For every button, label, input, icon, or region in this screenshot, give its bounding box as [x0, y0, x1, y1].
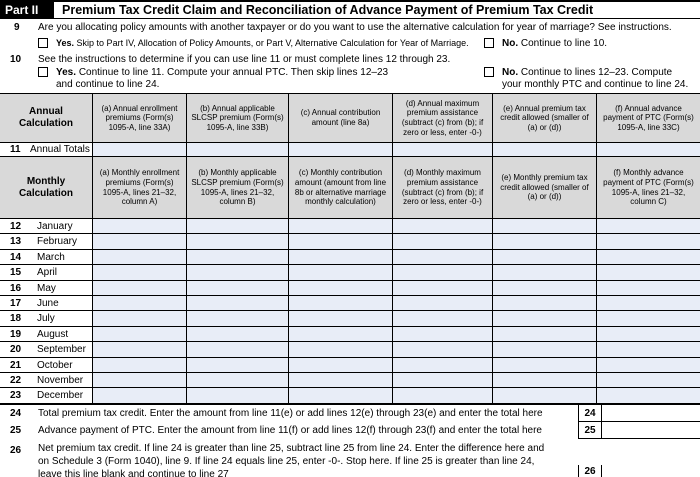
- month-f-input[interactable]: [597, 358, 700, 373]
- month-b-input[interactable]: [187, 250, 289, 265]
- month-name: November: [37, 375, 84, 386]
- month-b-input[interactable]: [187, 311, 289, 326]
- month-a-input[interactable]: [93, 342, 187, 357]
- line-10-no-label: No.: [502, 67, 519, 78]
- month-name: April: [37, 267, 58, 279]
- month-e-input[interactable]: [493, 250, 597, 265]
- month-a-input[interactable]: [93, 265, 187, 280]
- monthly-row-label: [0, 250, 93, 265]
- line-11-number: 11: [10, 144, 21, 155]
- month-name: February: [37, 236, 78, 248]
- month-e-input[interactable]: [493, 358, 597, 373]
- line-11c-input[interactable]: [289, 143, 393, 157]
- month-b-input[interactable]: [187, 388, 289, 403]
- line-11-label-cell: [0, 143, 93, 157]
- annual-calculation-label: Annual Calculation: [0, 94, 93, 143]
- line-10-question: See the instructions to determine if you can use line 11 or must complete lines 12 through 23.: [38, 54, 451, 65]
- line-9-yes-option: [56, 38, 469, 48]
- monthly-row-label: [0, 296, 93, 311]
- month-f-input[interactable]: [597, 311, 700, 326]
- month-f-input[interactable]: [597, 234, 700, 249]
- line-10-yes-checkbox[interactable]: [38, 67, 48, 77]
- line-11e-input[interactable]: [493, 143, 597, 157]
- month-a-input[interactable]: [93, 281, 187, 296]
- line-10-yes-option: [56, 67, 388, 78]
- month-name: December: [37, 390, 84, 402]
- month-e-input[interactable]: [493, 296, 597, 311]
- month-b-input[interactable]: [187, 281, 289, 296]
- line-24-input[interactable]: [602, 405, 700, 422]
- monthly-row-label: [0, 265, 93, 280]
- month-c-input[interactable]: [289, 358, 393, 373]
- month-c-input[interactable]: [289, 342, 393, 357]
- month-c-input[interactable]: [289, 265, 393, 280]
- month-name: August: [37, 328, 69, 340]
- month-b-input[interactable]: [187, 342, 289, 357]
- line-9-no-text: Continue to line 10.: [520, 38, 608, 49]
- month-d-input[interactable]: [393, 296, 493, 311]
- monthly-row-label: [0, 373, 93, 388]
- month-d-input[interactable]: [393, 388, 493, 403]
- month-d-input[interactable]: [393, 311, 493, 326]
- month-name: October: [37, 359, 73, 371]
- line-24-number: 24: [10, 408, 22, 419]
- month-f-input[interactable]: [597, 250, 700, 265]
- month-b-input[interactable]: [187, 358, 289, 373]
- annual-col-b-header: (b) Annual applicable SLCSP premium (Form(s) 1095-A, line 33B): [187, 94, 289, 143]
- month-d-input[interactable]: [393, 265, 493, 280]
- month-a-input[interactable]: [93, 388, 187, 403]
- month-c-input[interactable]: [289, 388, 393, 403]
- month-b-input[interactable]: [187, 219, 289, 234]
- part-tag: Part II: [0, 2, 54, 19]
- month-c-input[interactable]: [289, 327, 393, 342]
- annual-col-c-header: (c) Annual contribution amount (line 8a): [289, 94, 393, 143]
- month-d-input[interactable]: [393, 358, 493, 373]
- month-name: January: [37, 221, 73, 232]
- line-10-number: 10: [10, 54, 22, 65]
- month-d-input[interactable]: [393, 342, 493, 357]
- month-c-input[interactable]: [289, 373, 393, 388]
- annual-col-d-header: (d) Annual maximum premium assistance (subtract (c) from (b); if zero or less, enter -0-): [393, 94, 493, 143]
- month-name: September: [37, 344, 86, 356]
- line-10-no-option: [502, 67, 672, 78]
- month-line-number: 23: [10, 390, 22, 402]
- line-24-box-label: 24: [578, 405, 602, 422]
- month-f-input[interactable]: [597, 219, 700, 234]
- line-25-box-label: 25: [578, 422, 602, 439]
- line-11-label: Annual Totals: [30, 144, 90, 155]
- line-26-box-label: 26: [578, 465, 602, 477]
- month-e-input[interactable]: [493, 327, 597, 342]
- monthly-col-a-header: (a) Monthly enrollment premiums (Form(s) 1095-A, lines 21–32, column A): [93, 157, 187, 219]
- line-26-number: 26: [10, 445, 22, 456]
- month-name: March: [37, 251, 65, 263]
- month-d-input[interactable]: [393, 250, 493, 265]
- monthly-col-d-header: (d) Monthly maximum premium assistance (subtract (c) from (b); if zero or less, enter -0-): [393, 157, 493, 219]
- line-25-input[interactable]: [602, 422, 700, 439]
- month-f-input[interactable]: [597, 373, 700, 388]
- line-25-text: Advance payment of PTC. Enter the amount from line 11(f) or add lines 12(f) through 23(f) and enter the total here: [38, 425, 542, 436]
- month-a-input[interactable]: [93, 296, 187, 311]
- month-e-input[interactable]: [493, 265, 597, 280]
- month-f-input[interactable]: [597, 327, 700, 342]
- month-name: May: [37, 282, 56, 294]
- month-b-input[interactable]: [187, 234, 289, 249]
- month-a-input[interactable]: [93, 327, 187, 342]
- month-e-input[interactable]: [493, 281, 597, 296]
- month-line-number: 12: [10, 221, 22, 232]
- month-c-input[interactable]: [289, 250, 393, 265]
- line-9-yes-text: Skip to Part IV, Allocation of Policy Amounts, or Part V, Alternative Calculation for Year of Marriage.: [76, 38, 469, 48]
- monthly-row-label: [0, 219, 93, 234]
- month-e-input[interactable]: [493, 234, 597, 249]
- annual-col-e-header: (e) Annual premium tax credit allowed (smaller of (a) or (d)): [493, 94, 597, 143]
- line-25-number: 25: [10, 425, 22, 436]
- month-c-input[interactable]: [289, 234, 393, 249]
- line-11f-input[interactable]: [597, 143, 700, 157]
- month-a-input[interactable]: [93, 311, 187, 326]
- monthly-col-e-header: (e) Monthly premium tax credit allowed (smaller of (a) or (d)): [493, 157, 597, 219]
- month-d-input[interactable]: [393, 219, 493, 234]
- month-e-input[interactable]: [493, 388, 597, 403]
- line-9-question: Are you allocating policy amounts with another taxpayer or do you want to use the alternative calculation for year of marriage? See instructions.: [38, 22, 672, 33]
- line-10-yes-text2: and continue to line 24.: [56, 79, 160, 90]
- month-line-number: 14: [10, 251, 22, 263]
- line-11b-input[interactable]: [187, 143, 289, 157]
- monthly-row-label: [0, 388, 93, 403]
- month-e-input[interactable]: [493, 219, 597, 234]
- annual-col-a-header: (a) Annual enrollment premiums (Form(s) 1095-A, line 33A): [93, 94, 187, 143]
- line-11d-input[interactable]: [393, 143, 493, 157]
- month-f-input[interactable]: [597, 296, 700, 311]
- line-10-no-checkbox[interactable]: [484, 67, 494, 77]
- monthly-row-label: [0, 358, 93, 373]
- monthly-row-label: [0, 311, 93, 326]
- monthly-row-label: [0, 281, 93, 296]
- month-line-number: 22: [10, 375, 22, 386]
- line-9-yes-checkbox[interactable]: [38, 38, 48, 48]
- month-a-input[interactable]: [93, 358, 187, 373]
- month-e-input[interactable]: [493, 311, 597, 326]
- line-26-text-2: on Schedule 3 (Form 1040), line 9. If line 24 equals line 25, enter -0-. Stop here. If line 25 is greater than line 24,: [38, 456, 535, 467]
- line-9-yes-label: Yes.: [56, 38, 75, 48]
- month-c-input[interactable]: [289, 311, 393, 326]
- month-f-input[interactable]: [597, 342, 700, 357]
- line-26-text-3: leave this line blank and continue to line 27: [38, 469, 229, 477]
- month-d-input[interactable]: [393, 281, 493, 296]
- line-10-no-text2: your monthly PTC and continue to line 24.: [502, 79, 689, 90]
- month-line-number: 20: [10, 344, 22, 356]
- month-d-input[interactable]: [393, 327, 493, 342]
- month-line-number: 18: [10, 313, 22, 325]
- month-line-number: 16: [10, 282, 22, 294]
- part-title: Premium Tax Credit Claim and Reconciliation of Advance Payment of Premium Tax Credit: [62, 3, 594, 17]
- month-line-number: 13: [10, 236, 22, 248]
- month-d-input[interactable]: [393, 373, 493, 388]
- line-9-no-label: No.: [502, 38, 519, 49]
- month-f-input[interactable]: [597, 388, 700, 403]
- monthly-row-label: [0, 327, 93, 342]
- month-a-input[interactable]: [93, 234, 187, 249]
- month-e-input[interactable]: [493, 342, 597, 357]
- month-b-input[interactable]: [187, 327, 289, 342]
- month-f-input[interactable]: [597, 281, 700, 296]
- month-a-input[interactable]: [93, 373, 187, 388]
- month-c-input[interactable]: [289, 219, 393, 234]
- month-name: June: [37, 298, 59, 309]
- line-10-yes-label: Yes.: [56, 67, 77, 78]
- monthly-row-label: [0, 234, 93, 249]
- month-e-input[interactable]: [493, 373, 597, 388]
- month-line-number: 15: [10, 267, 22, 279]
- month-b-input[interactable]: [187, 265, 289, 280]
- line-10-no-text1: Continue to lines 12–23. Compute: [520, 67, 673, 78]
- line-9-number: 9: [14, 22, 20, 33]
- month-line-number: 17: [10, 298, 22, 309]
- month-name: July: [37, 313, 55, 325]
- line-10-yes-text1: Continue to line 11. Compute your annual PTC. Then skip lines 12–23: [78, 67, 389, 78]
- month-a-input[interactable]: [93, 250, 187, 265]
- month-b-input[interactable]: [187, 373, 289, 388]
- month-c-input[interactable]: [289, 296, 393, 311]
- monthly-col-c-header: (c) Monthly contribution amount (amount from line 8b or alternative marriage monthly calculation): [289, 157, 393, 219]
- line-11a-input[interactable]: [93, 143, 187, 157]
- month-d-input[interactable]: [393, 234, 493, 249]
- annual-col-f-header: (f) Annual advance payment of PTC (Form(s) 1095-A, line 33C): [597, 94, 700, 143]
- month-line-number: 21: [10, 359, 22, 371]
- month-b-input[interactable]: [187, 296, 289, 311]
- monthly-col-b-header: (b) Monthly applicable SLCSP premium (Form(s) 1095-A, lines 21–32, column B): [187, 157, 289, 219]
- month-c-input[interactable]: [289, 281, 393, 296]
- month-a-input[interactable]: [93, 219, 187, 234]
- line-9-no-option: [502, 38, 607, 49]
- part-header: [0, 0, 700, 19]
- line-24-text: Total premium tax credit. Enter the amount from line 11(e) or add lines 12(e) through 23(e) and enter the total here: [38, 408, 543, 419]
- line-26-text-1: Net premium tax credit. If line 24 is greater than line 25, subtract line 25 from line 24. Enter the difference here and: [38, 443, 545, 454]
- month-f-input[interactable]: [597, 265, 700, 280]
- line-9-no-checkbox[interactable]: [484, 38, 494, 48]
- monthly-row-label: [0, 342, 93, 357]
- month-line-number: 19: [10, 328, 22, 340]
- monthly-col-f-header: (f) Monthly advance payment of PTC (Form(s) 1095-A, lines 21–32, column C): [597, 157, 700, 219]
- monthly-calculation-label: Monthly Calculation: [0, 157, 93, 219]
